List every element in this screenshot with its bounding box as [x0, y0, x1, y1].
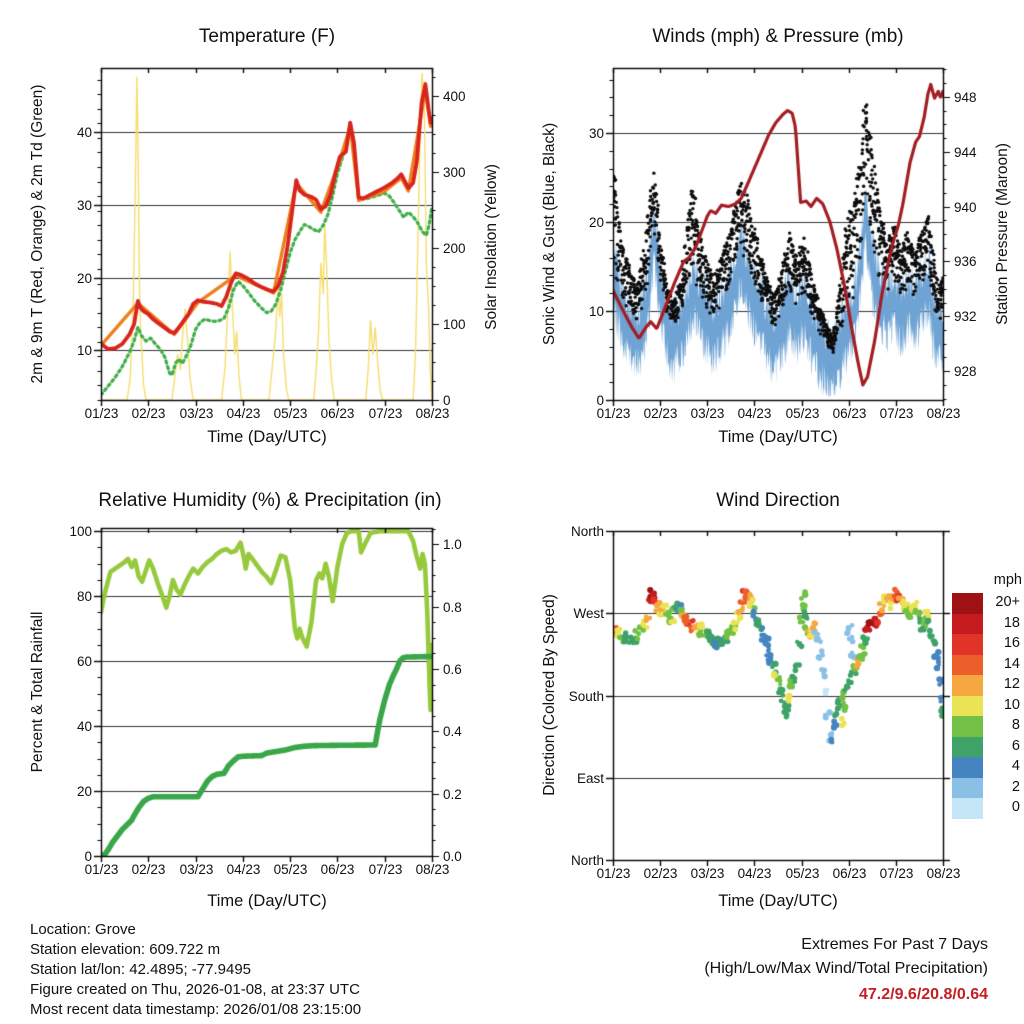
- x-tick-temperature-07-23: 07/23: [368, 406, 403, 421]
- x-tick-winds_pressure-08-23: 08/23: [926, 406, 961, 421]
- colorbar-label-8: 8: [1011, 717, 1020, 734]
- x-tick-rh_precip-01-23: 01/23: [84, 862, 119, 877]
- footer-elevation: Station elevation: 609.722 m: [30, 941, 221, 958]
- x-tick-wind_direction-08-23: 08/23: [926, 866, 961, 881]
- ylabel-direction-left: Direction (Colored By Speed): [541, 594, 558, 796]
- x-tick-wind_direction-02-23: 02/23: [643, 866, 678, 881]
- x-tick-temperature-06-23: 06/23: [320, 406, 355, 421]
- x-tick-winds_pressure-06-23: 06/23: [832, 406, 867, 421]
- y-tick-winds_pressure-20: 20: [588, 214, 604, 230]
- colorbar-label-0: 0: [1011, 799, 1020, 816]
- y-tick-temperature-20: 20: [76, 270, 92, 286]
- colorbar-title: mph: [993, 572, 1022, 588]
- colorbar-label-16: 16: [1003, 635, 1020, 652]
- xlabel-winds: Time (Day/UTC): [718, 428, 838, 446]
- colorbar-cell-18: [952, 614, 983, 635]
- y2-tick-temperature-400: 400: [443, 88, 466, 104]
- xlabel-temperature: Time (Day/UTC): [207, 428, 327, 446]
- x-tick-winds_pressure-03-23: 03/23: [690, 406, 725, 421]
- extremes-values: 47.2/9.6/20.8/0.64: [859, 986, 988, 1003]
- colorbar-label-10: 10: [1003, 696, 1020, 713]
- y2-tick-rh_precip-1.0: 1.0: [443, 536, 462, 552]
- y2-tick-winds_pressure-944: 944: [954, 144, 977, 160]
- colorbar-cell-14: [952, 655, 983, 676]
- colorbar-label-2: 2: [1011, 778, 1020, 795]
- panel-title-wind-direction: Wind Direction: [716, 490, 840, 511]
- extremes-subtitle: (High/Low/Max Wind/Total Precipitation): [704, 960, 988, 977]
- panel-title-temperature: Temperature (F): [198, 26, 336, 47]
- y-tick-temperature-40: 40: [76, 124, 92, 140]
- x-tick-rh_precip-07-23: 07/23: [368, 862, 403, 877]
- colorbar-label-20+: 20+: [995, 594, 1020, 611]
- x-tick-temperature-01-23: 01/23: [84, 406, 119, 421]
- panel-title-rh-precip: Relative Humidity (%) & Precipitation (in): [98, 490, 442, 511]
- y-tick-temperature-30: 30: [76, 197, 92, 213]
- ylabel-wind-left: Sonic Wind & Gust (Blue, Black): [541, 122, 558, 346]
- x-tick-winds_pressure-07-23: 07/23: [879, 406, 914, 421]
- x-tick-winds_pressure-01-23: 01/23: [596, 406, 631, 421]
- x-tick-wind_direction-03-23: 03/23: [690, 866, 725, 881]
- y2-tick-winds_pressure-928: 928: [954, 363, 977, 379]
- y-tick-temperature-10: 10: [76, 342, 92, 358]
- x-tick-temperature-02-23: 02/23: [131, 406, 166, 421]
- footer-location: Location: Grove: [30, 921, 136, 938]
- y-tick-winds_pressure-10: 10: [588, 303, 604, 319]
- y2-tick-rh_precip-0.2: 0.2: [443, 786, 462, 802]
- x-tick-winds_pressure-04-23: 04/23: [737, 406, 772, 421]
- y2-tick-rh_precip-0.0: 0.0: [443, 848, 462, 864]
- x-tick-rh_precip-08-23: 08/23: [415, 862, 450, 877]
- x-tick-temperature-04-23: 04/23: [226, 406, 261, 421]
- y-tick-wind_direction-North: North: [570, 852, 604, 868]
- colorbar-cell-6: [952, 737, 983, 758]
- x-tick-wind_direction-01-23: 01/23: [596, 866, 631, 881]
- y2-tick-winds_pressure-936: 936: [954, 253, 977, 269]
- x-tick-wind_direction-06-23: 06/23: [832, 866, 867, 881]
- y2-tick-winds_pressure-940: 940: [954, 199, 977, 215]
- y-tick-rh_precip-40: 40: [76, 718, 92, 734]
- x-tick-wind_direction-04-23: 04/23: [737, 866, 772, 881]
- y2-tick-temperature-300: 300: [443, 164, 466, 180]
- colorbar-cell-4: [952, 757, 983, 778]
- y2-tick-temperature-0: 0: [443, 392, 451, 408]
- x-tick-rh_precip-05-23: 05/23: [273, 862, 308, 877]
- x-tick-temperature-05-23: 05/23: [273, 406, 308, 421]
- colorbar-cell-16: [952, 634, 983, 655]
- y2-tick-winds_pressure-948: 948: [954, 89, 977, 105]
- y-tick-wind_direction-East: East: [576, 770, 604, 786]
- y-tick-wind_direction-North: North: [570, 523, 604, 539]
- xlabel-wind-direction: Time (Day/UTC): [718, 892, 838, 910]
- colorbar-label-18: 18: [1003, 614, 1020, 631]
- x-tick-wind_direction-07-23: 07/23: [879, 866, 914, 881]
- y2-tick-winds_pressure-932: 932: [954, 308, 977, 324]
- colorbar-cell-2: [952, 778, 983, 799]
- footer-timestamp: Most recent data timestamp: 2026/01/08 23:15:00: [30, 1001, 362, 1018]
- colorbar-label-14: 14: [1003, 655, 1020, 672]
- colorbar-label-12: 12: [1003, 676, 1020, 693]
- y-tick-wind_direction-West: West: [573, 605, 604, 621]
- ylabel-pressure-right: Station Pressure (Maroon): [994, 143, 1011, 325]
- y-tick-rh_precip-80: 80: [76, 588, 92, 604]
- y-tick-wind_direction-South: South: [568, 688, 604, 704]
- y2-tick-temperature-200: 200: [443, 240, 466, 256]
- colorbar-cell-12: [952, 675, 983, 696]
- colorbar-cell-20+: [952, 593, 983, 614]
- colorbar-label-6: 6: [1011, 737, 1020, 754]
- x-tick-winds_pressure-02-23: 02/23: [643, 406, 678, 421]
- footer-latlon: Station lat/lon: 42.4895; -77.9495: [30, 961, 252, 978]
- y2-tick-temperature-100: 100: [443, 316, 466, 332]
- y-tick-winds_pressure-30: 30: [588, 125, 604, 141]
- xlabel-rh: Time (Day/UTC): [207, 892, 327, 910]
- x-tick-rh_precip-03-23: 03/23: [179, 862, 214, 877]
- x-tick-temperature-08-23: 08/23: [415, 406, 450, 421]
- colorbar-cell-8: [952, 716, 983, 737]
- y-tick-rh_precip-100: 100: [69, 523, 92, 539]
- y-tick-rh_precip-0: 0: [84, 848, 92, 864]
- colorbar-cell-10: [952, 696, 983, 717]
- footer-created: Figure created on Thu, 2026-01-08, at 23:37 UTC: [30, 981, 360, 998]
- x-tick-rh_precip-06-23: 06/23: [320, 862, 355, 877]
- colorbar-label-4: 4: [1011, 758, 1020, 775]
- y2-tick-rh_precip-0.8: 0.8: [443, 599, 462, 615]
- y-tick-winds_pressure-0: 0: [596, 392, 604, 408]
- ylabel-solar-right: Solar Insolation (Yellow): [483, 164, 500, 330]
- x-tick-temperature-03-23: 03/23: [179, 406, 214, 421]
- ylabel-rh-left: Percent & Total Rainfall: [29, 611, 46, 773]
- y2-tick-rh_precip-0.6: 0.6: [443, 661, 462, 677]
- y2-tick-rh_precip-0.4: 0.4: [443, 723, 462, 739]
- x-tick-rh_precip-04-23: 04/23: [226, 862, 261, 877]
- y-tick-rh_precip-60: 60: [76, 653, 92, 669]
- x-tick-rh_precip-02-23: 02/23: [131, 862, 166, 877]
- y-tick-rh_precip-20: 20: [76, 783, 92, 799]
- colorbar-cell-0: [952, 798, 983, 819]
- panel-title-winds-pressure: Winds (mph) & Pressure (mb): [652, 26, 904, 47]
- extremes-title: Extremes For Past 7 Days: [801, 936, 988, 953]
- x-tick-wind_direction-05-23: 05/23: [785, 866, 820, 881]
- ylabel-temperature-left: 2m & 9m T (Red, Orange) & 2m Td (Green): [29, 84, 46, 384]
- x-tick-winds_pressure-05-23: 05/23: [785, 406, 820, 421]
